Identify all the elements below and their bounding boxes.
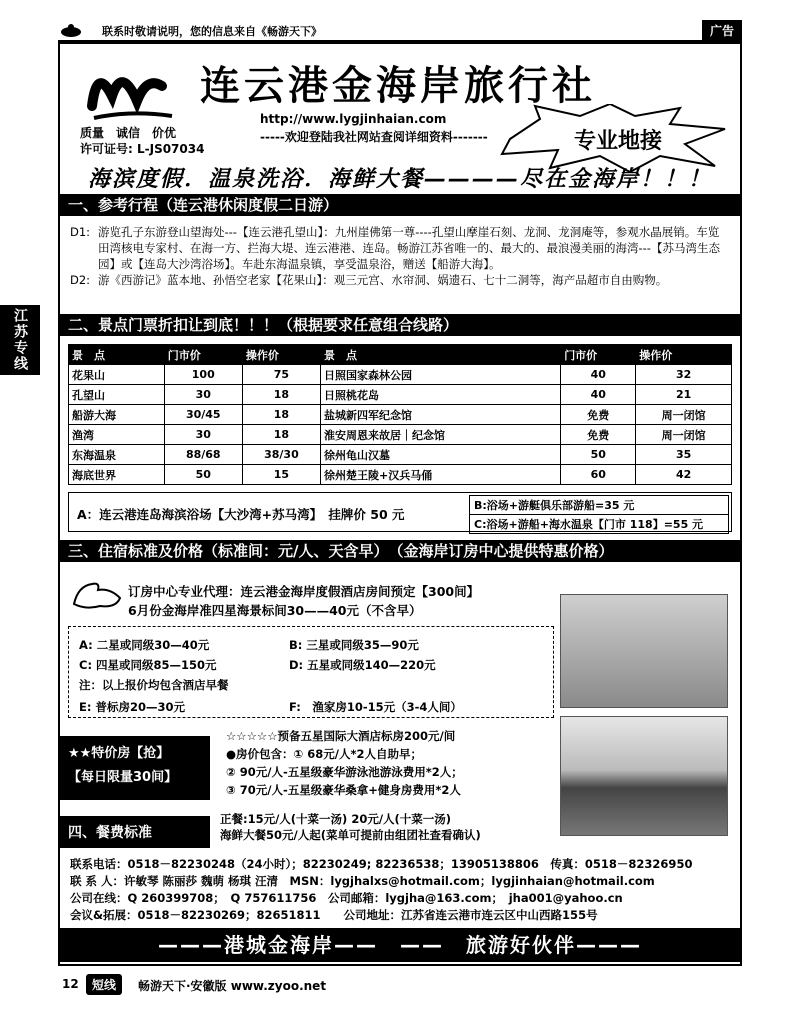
special-offer: ☆☆☆☆☆预备五星国际大酒店标房200元/间 <box>226 729 456 743</box>
section-tickets-header: 二、景点门票折扣让到底！！！（根据要求任意组合线路） <box>60 314 740 336</box>
day-tag: D1: <box>70 225 91 239</box>
side-tab: 江苏专线 <box>0 305 40 375</box>
cell: 50 <box>164 465 242 485</box>
cell: 75 <box>242 365 320 385</box>
contact-online: 公司在线：Q 260399708； Q 757611756 公司邮箱：lygjha@163.com； jha001@yahoo.cn <box>70 891 623 905</box>
cell: 30/45 <box>164 405 242 425</box>
top-bar <box>58 20 742 42</box>
grades-note: 注：以上报价均包含酒店早餐 <box>79 678 229 692</box>
cell: 免费 <box>561 425 636 445</box>
cell: 渔湾 <box>69 425 165 445</box>
cell: 周一闭馆 <box>636 425 732 445</box>
magazine-brand: 畅游天下·安徽版 www.zyoo.net <box>138 979 327 993</box>
header <box>60 44 740 194</box>
meal-line-1: 正餐:15元/人(十菜一汤) 20元/人(十菜一汤) <box>220 812 452 826</box>
grade-c: C: 四星或同级85—150元 <box>79 658 217 672</box>
welcome-text: -----欢迎登陆我社网站查阅详细资料------- <box>260 130 488 144</box>
cell: 海底世界 <box>69 465 165 485</box>
section-hotel-header: 三、住宿标准及价格（标准间：元/人、天含早） （金海岸订房中心提供特惠价格） <box>60 540 740 562</box>
cell: 徐州楚王陵+汉兵马俑 <box>320 465 560 485</box>
cell: 日照桃花岛 <box>320 385 560 405</box>
combo-a: A：连云港连岛海滨浴场【大沙湾+苏马湾】 挂牌价 50 元 <box>77 507 405 522</box>
cell: 100 <box>164 365 242 385</box>
cell: 日照国家森林公园 <box>320 365 560 385</box>
footer-banner: ———港城金海岸—— —— 旅游好伙伴——— <box>60 928 740 962</box>
company-logo-icon <box>82 56 178 126</box>
day-text: 游览孔子东游登山望海处---【连云港孔望山】：九州崖佛第一尊----孔望山摩崖石刻、龙洞、龙洞庵等，参观水晶展销。车览田湾核电专家村、在海一方、拦海大堤、连云港港、连岛。畅游江苏省唯一的、最大的、最浪漫美丽的海湾---【苏马湾生态园】或【连岛大沙湾浴场】。车赴东海温泉镇，享受温泉浴，赠送【船游大海】。 <box>98 225 720 271</box>
cell: 32 <box>636 365 732 385</box>
meal-line-2: 海鲜大餐50元/人起(菜单可提前由组团社查看确认) <box>220 828 481 842</box>
hotel-agency-line: 订房中心专业代理：连云港金海岸度假酒店房间预定【300间】 <box>128 584 480 599</box>
cell: 60 <box>561 465 636 485</box>
itinerary-day-1 <box>70 224 730 272</box>
col-header: 操作价 <box>636 345 732 365</box>
day-text: 游《西游记》蓝本地、孙悟空老家【花果山】：观三元宫、水帘洞、娲遗石、七十二洞等，海产品超市自由购物。 <box>98 273 668 287</box>
quality-text: 质量 诚信 价优 <box>80 126 177 140</box>
source-note: 联系时敬请说明，您的信息来自《畅游天下》 <box>102 25 322 38</box>
hotel-june-line: 6月份金海岸准四星海景标间30——40元（不含早） <box>128 603 422 618</box>
table-header-row <box>69 345 732 365</box>
col-header: 门市价 <box>164 345 242 365</box>
combo-box <box>68 492 732 532</box>
shoe-icon <box>70 576 126 612</box>
cell: 40 <box>561 385 636 405</box>
cell: 21 <box>636 385 732 405</box>
cell: 35 <box>636 445 732 465</box>
hotel-room-photo <box>560 594 728 708</box>
grade-a: A: 二星或同级30—40元 <box>79 638 210 652</box>
grade-b: B: 三星或同级35—90元 <box>289 638 419 652</box>
cell: 40 <box>561 365 636 385</box>
cell: 15 <box>242 465 320 485</box>
cell: 18 <box>242 405 320 425</box>
contact-address: 会议&拓展：0518－82230269；82651811 公司地址：江苏省连云港市连云区中山西路155号 <box>70 908 598 922</box>
table-row <box>69 465 732 485</box>
ad-label: 广告 <box>702 20 742 41</box>
cell: 周一闭馆 <box>636 405 732 425</box>
burst-text: 专业地接 <box>573 129 663 154</box>
section-meal-header: 四、餐费标准 <box>60 816 210 848</box>
website-url[interactable]: http://www.lygjinhaian.com <box>260 112 447 126</box>
col-header: 门市价 <box>561 345 636 365</box>
grade-e: E: 普标房20—30元 <box>79 700 185 714</box>
ticket-price-table <box>68 344 732 485</box>
cell: 42 <box>636 465 732 485</box>
col-header: 景 点 <box>320 345 560 365</box>
itinerary <box>70 224 730 288</box>
advert-frame <box>58 42 742 966</box>
grade-d: D: 五星或同级140—220元 <box>289 658 436 672</box>
combo-c: C:浴场+游船+海水温泉【门市 118】=55 元 <box>469 514 729 534</box>
table-row <box>69 365 732 385</box>
cell: 30 <box>164 385 242 405</box>
cell: 免费 <box>561 405 636 425</box>
license-number: 许可证号: L-JS07034 <box>80 142 205 156</box>
cell: 花果山 <box>69 365 165 385</box>
itinerary-day-2 <box>70 272 730 288</box>
table-row <box>69 425 732 445</box>
special-room-box <box>60 736 210 800</box>
special-line-2: 【每日限量30间】 <box>68 770 178 785</box>
cell: 徐州龟山汉墓 <box>320 445 560 465</box>
cell: 船游大海 <box>69 405 165 425</box>
col-header: 操作价 <box>242 345 320 365</box>
table-row <box>69 445 732 465</box>
contact-people: 联 系 人：许敏琴 陈丽莎 魏萌 杨琪 汪清 MSN：lygjhalxs@hotmail.com；lygjinhaian@hotmail.com <box>70 874 655 888</box>
hotel-grades-box <box>68 626 554 718</box>
day-tag: D2: <box>70 273 91 287</box>
cell: 30 <box>164 425 242 445</box>
col-header: 景 点 <box>69 345 165 365</box>
cell: 盐城新四军纪念馆 <box>320 405 560 425</box>
company-name: 连云港金海岸旅行社 <box>200 62 596 109</box>
magazine-logo-icon <box>60 22 82 38</box>
grade-f: F: 渔家房10-15元（3-4人间） <box>289 700 462 714</box>
table-row <box>69 405 732 425</box>
page-footer <box>58 973 742 995</box>
cell: 东海温泉 <box>69 445 165 465</box>
section-tag: 短线 <box>86 974 122 995</box>
seaside-photo <box>560 716 728 836</box>
cell: 88/68 <box>164 445 242 465</box>
special-line-1: ★★特价房【抢】 <box>68 746 170 761</box>
cell: 淮安周恩来故居｜纪念馆 <box>320 425 560 445</box>
page-number: 12 <box>62 977 79 991</box>
cell: 孔望山 <box>69 385 165 405</box>
table-row <box>69 385 732 405</box>
cell: 50 <box>561 445 636 465</box>
combo-b: B:浴场+游艇俱乐部游船=35 元 <box>469 495 729 515</box>
contact-phone: 联系电话：0518－82230248（24小时）；82230249; 82236538；13905138806 传真：0518－82326950 <box>70 857 693 871</box>
section-itinerary-header: 一、参考行程（连云港休闲度假二日游） <box>60 194 740 216</box>
special-item-3: ③ 70元/人-五星级豪华桑拿+健身房费用*2人 <box>226 783 461 797</box>
slogan: 海滨度假．温泉洗浴．海鲜大餐————尽在金海岸！！！ <box>87 167 712 192</box>
cell: 38/30 <box>242 445 320 465</box>
special-include: ●房价包含：① 68元/人*2人自助早； <box>226 747 422 761</box>
cell: 18 <box>242 425 320 445</box>
cell: 18 <box>242 385 320 405</box>
special-item-2: ② 90元/人-五星级豪华游泳池游泳费用*2人； <box>226 765 463 779</box>
